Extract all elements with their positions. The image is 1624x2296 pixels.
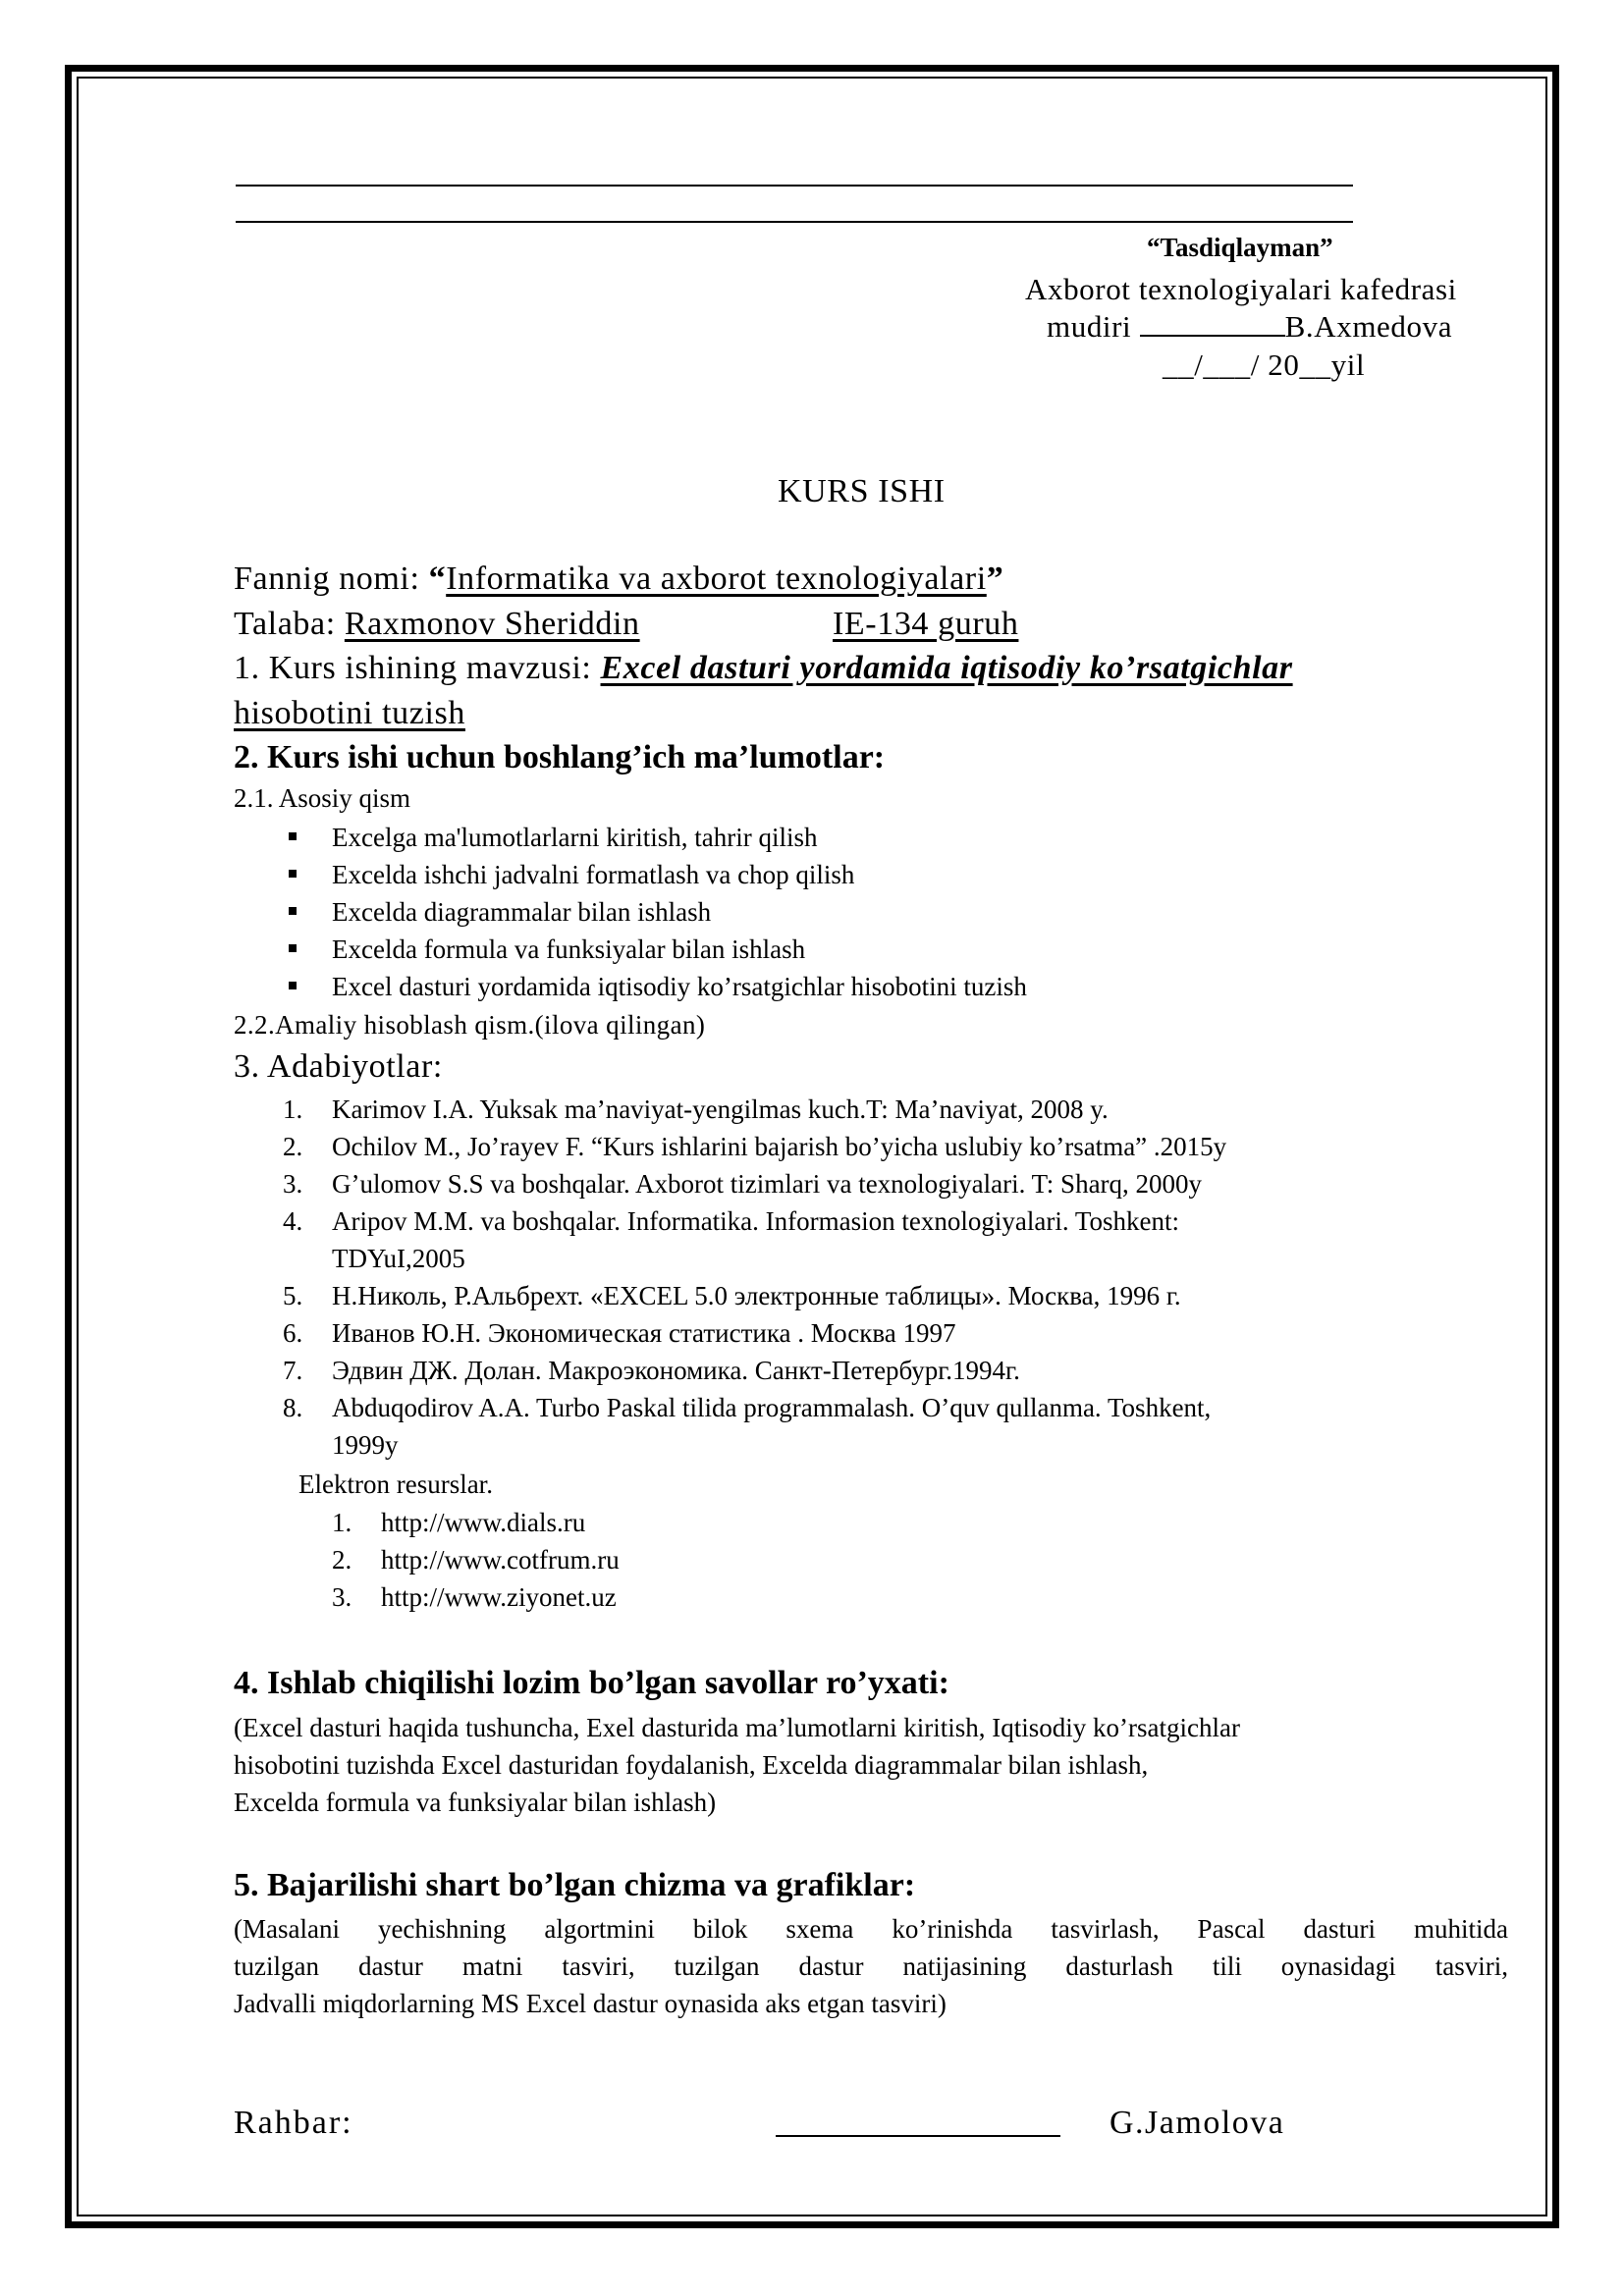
approval-dept: Axborot texnologiyalari kafedrasi xyxy=(1025,272,1457,306)
bullet-icon xyxy=(289,832,297,840)
section2-practical: 2.2.Amaliy hisoblash qism.(ilova qilingan) xyxy=(234,1010,706,1040)
reference-item: 4. Aripov M.M. va boshqalar. Informatika. Informasion texnologiyalari. Toshkent: TDYuI,2005 xyxy=(283,1206,1179,1273)
reference-item: 6. Иванов Ю.Н. Экономическая статистика . Москва 1997 xyxy=(283,1318,956,1348)
topic-line xyxy=(234,650,1293,687)
reference-item: 8. Abduqodirov A.A. Turbo Paskal tilida programmalash. O’quv qullanma. Toshkent, 1999y xyxy=(283,1393,1212,1460)
approval-head-label: mudiri xyxy=(1047,309,1140,344)
reference-item: 2. Ochilov M., Jo’rayev F. “Kurs ishlarini bajarish bo’yicha uslubiy ko’rsatma” .2015y xyxy=(283,1132,1227,1161)
supervisor-name: G.Jamolova xyxy=(1110,2105,1285,2141)
bullet-icon xyxy=(289,982,297,989)
subject-value: Informatika va axborot texnologiyalari xyxy=(446,561,987,597)
subject-open-quote: “ xyxy=(428,561,447,597)
student-name: Raxmonov Sheriddin xyxy=(344,606,640,642)
section4-heading: 4. Ishlab chiqilishi lozim bo’lgan savollar ro’yxati: xyxy=(234,1665,949,1701)
reference-item: 5. Н.Николь, Р.Альбрехт. «EXCEL 5.0 электронные таблицы». Москва, 1996 г. xyxy=(283,1281,1181,1310)
link-item[interactable]: 1. http://www.dials.ru xyxy=(332,1508,586,1537)
reference-item: 7. Эдвин ДЖ. Долан. Макроэкономика. Санкт-Петербург.1994г. xyxy=(283,1356,1020,1385)
reference-item: 3. G’ulomov S.S va boshqalar. Axborot tizimlari va texnologiyalari. T: Sharq, 2000y xyxy=(283,1169,1203,1199)
approval-title: “Tasdiqlayman” xyxy=(1147,233,1333,262)
subject-line xyxy=(234,561,1003,598)
bullet-icon xyxy=(289,944,297,952)
document-title: KURS ISHI xyxy=(778,473,946,509)
student-group: IE-134 guruh xyxy=(833,606,1019,642)
references-list xyxy=(283,1091,1227,1464)
section5-heading: 5. Bajarilishi shart bo’lgan chizma va grafiklar: xyxy=(234,1867,916,1903)
signature-blank xyxy=(1140,335,1285,337)
subject-label: Fannig nomi: xyxy=(234,561,429,597)
list-item: Excelga ma'lumotlarlarni kiritish, tahrir qilish xyxy=(332,819,1027,856)
student-label: Talaba: xyxy=(234,606,345,642)
link-item[interactable]: 3. http://www.ziyonet.uz xyxy=(332,1582,617,1612)
section2-heading: 2. Kurs ishi uchun boshlang’ich ma’lumotlar: xyxy=(234,739,886,775)
list-item: Excelda diagrammalar bilan ishlash xyxy=(332,893,1027,931)
supervisor-signature-line xyxy=(776,2135,1060,2137)
topic-label: 1. Kurs ishining mavzusi: xyxy=(234,650,601,686)
header-rule-2 xyxy=(236,221,1353,223)
section2-list xyxy=(332,819,1027,1005)
section2-subheading: 2.1. Asosiy qism xyxy=(234,783,411,813)
list-item: Excelda ishchi jadvalni formatlash va chop qilish xyxy=(332,856,1027,893)
list-item: Excelda formula va funksiyalar bilan ishlash xyxy=(332,931,1027,968)
bullet-icon xyxy=(289,907,297,915)
section5-text: (Masalani yechishning algortmini bilok sxema ko’rinishda tasvirlash, Pascal dasturi muhitida tuzilgan dastur matni tasviri, tuzilgan dastur natijasining dasturlash tili oynasidagi tasviri, Jadvalli miqdorlarning MS Excel dastur oynasida aks etgan tasviri) xyxy=(234,1914,1508,2018)
supervisor-label: Rahbar: xyxy=(234,2105,353,2141)
bullet-icon xyxy=(289,870,297,878)
subject-close-quote: ” xyxy=(986,561,1004,597)
reference-item: 1. Karimov I.A. Yuksak ma’naviyat-yengilmas kuch.T: Ma’naviyat, 2008 y. xyxy=(283,1095,1109,1124)
electronic-resources-label: Elektron resurslar. xyxy=(298,1469,493,1499)
approval-head-line xyxy=(1047,309,1452,345)
list-item: Excel dasturi yordamida iqtisodiy ko’rsatgichlar hisobotini tuzish xyxy=(332,968,1027,1005)
approval-head-name: B.Axmedova xyxy=(1284,309,1453,344)
link-item[interactable]: 2. http://www.cotfrum.ru xyxy=(332,1545,620,1575)
student-line xyxy=(234,606,640,643)
section3-heading: 3. Adabiyotlar: xyxy=(234,1048,443,1085)
section4-text: (Excel dasturi haqida tushuncha, Exel dasturida ma’lumotlarni kiritish, Iqtisodiy ko’rsatgichlar hisobotini tuzishda Excel dasturidan foydalanish, Excelda diagrammalar bilan ishlash, Excelda formula va funksiyalar bilan ishlash) xyxy=(234,1713,1240,1817)
header-rule-1 xyxy=(236,185,1353,187)
approval-date: __/___/ 20__yil xyxy=(1163,347,1366,382)
electronic-links-list xyxy=(332,1504,620,1616)
topic-value: Excel dasturi yordamida iqtisodiy ko’rsatgichlar xyxy=(600,650,1293,686)
topic-value-continued: hisobotini tuzish xyxy=(234,695,465,731)
